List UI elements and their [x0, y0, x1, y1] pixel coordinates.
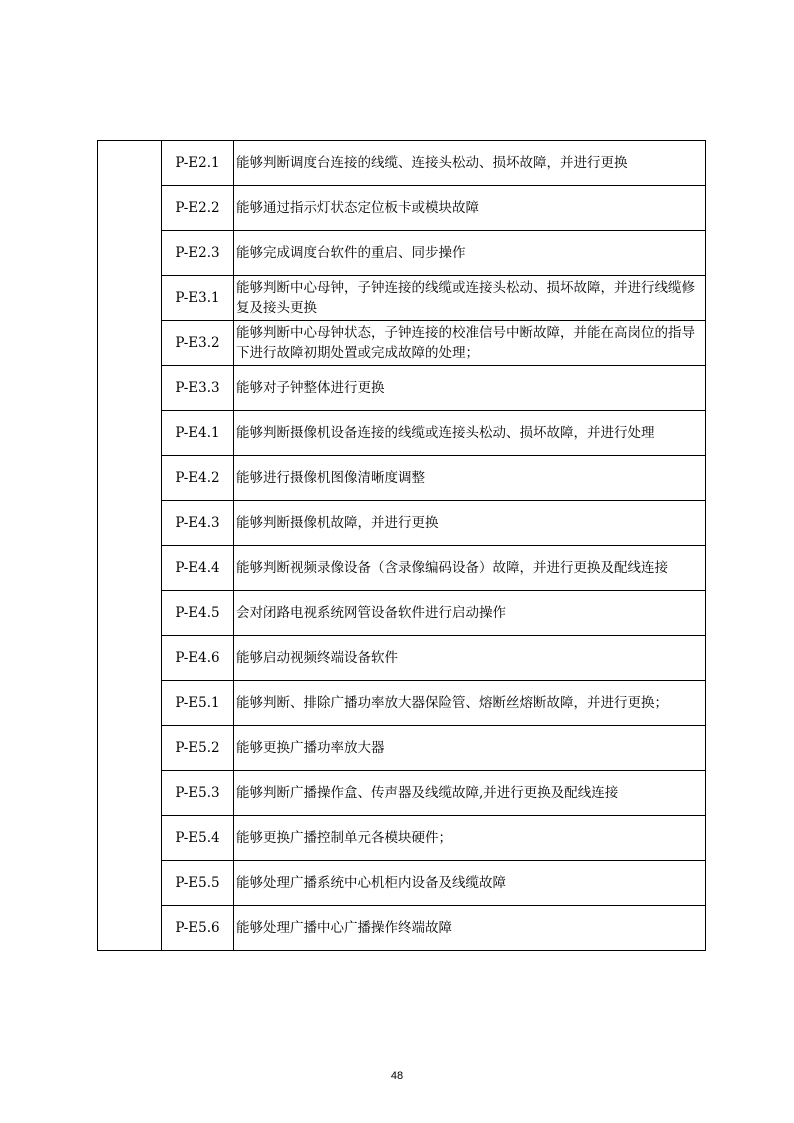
row-code: P-E5.3	[162, 771, 234, 816]
table-row	[98, 321, 706, 366]
row-code: P-E4.5	[162, 591, 234, 636]
row-code: P-E4.4	[162, 546, 234, 591]
row-code: P-E3.3	[162, 366, 234, 411]
row-description: 能够进行摄像机图像清晰度调整	[234, 456, 706, 501]
row-code: P-E4.1	[162, 411, 234, 456]
row-code: P-E4.6	[162, 636, 234, 681]
row-code: P-E4.2	[162, 456, 234, 501]
row-description: 能够启动视频终端设备软件	[234, 636, 706, 681]
table-row	[98, 186, 706, 231]
row-code: P-E5.1	[162, 681, 234, 726]
table-row	[98, 906, 706, 951]
row-description: 会对闭路电视系统网管设备软件进行启动操作	[234, 591, 706, 636]
row-code: P-E3.2	[162, 321, 234, 366]
row-description: 能够判断摄像机故障，并进行更换	[234, 501, 706, 546]
table-row	[98, 411, 706, 456]
row-description: 能够判断调度台连接的线缆、连接头松动、损坏故障，并进行更换	[234, 141, 706, 186]
table-row	[98, 231, 706, 276]
row-description: 能够判断中心母钟，子钟连接的线缆或连接头松动、损坏故障，并进行线缆修复及接头更换	[234, 276, 706, 321]
row-code: P-E2.3	[162, 231, 234, 276]
row-description: 能够处理广播中心广播操作终端故障	[234, 906, 706, 951]
row-code: P-E2.2	[162, 186, 234, 231]
row-description: 能够更换广播功率放大器	[234, 726, 706, 771]
row-description: 能够判断、排除广播功率放大器保险管、熔断丝熔断故障，并进行更换；	[234, 681, 706, 726]
row-code: P-E5.4	[162, 816, 234, 861]
row-description: 能够处理广播系统中心机柜内设备及线缆故障	[234, 861, 706, 906]
row-code: P-E4.3	[162, 501, 234, 546]
row-description: 能够对子钟整体进行更换	[234, 366, 706, 411]
table-row	[98, 546, 706, 591]
row-description: 能够判断中心母钟状态，子钟连接的校准信号中断故障，并能在高岗位的指导下进行故障初期处置或完成故障的处理；	[234, 321, 706, 366]
table-row	[98, 276, 706, 321]
table-row	[98, 681, 706, 726]
table-row	[98, 456, 706, 501]
row-description: 能够判断广播操作盒、传声器及线缆故障,并进行更换及配线连接	[234, 771, 706, 816]
table-row	[98, 771, 706, 816]
table-row	[98, 636, 706, 681]
table-row	[98, 726, 706, 771]
table-row	[98, 141, 706, 186]
row-description: 能够更换广播控制单元各模块硬件；	[234, 816, 706, 861]
table-row	[98, 591, 706, 636]
row-code: P-E3.1	[162, 276, 234, 321]
row-description: 能够通过指示灯状态定位板卡或模块故障	[234, 186, 706, 231]
row-description: 能够判断摄像机设备连接的线缆或连接头松动、损坏故障，并进行处理	[234, 411, 706, 456]
row-code: P-E5.5	[162, 861, 234, 906]
table-row	[98, 366, 706, 411]
table-row	[98, 861, 706, 906]
table-row	[98, 501, 706, 546]
row-description: 能够完成调度台软件的重启、同步操作	[234, 231, 706, 276]
row-code: P-E2.1	[162, 141, 234, 186]
row-description: 能够判断视频录像设备（含录像编码设备）故障，并进行更换及配线连接	[234, 546, 706, 591]
row-code: P-E5.6	[162, 906, 234, 951]
table-row	[98, 816, 706, 861]
merged-category-cell	[98, 141, 162, 951]
row-code: P-E5.2	[162, 726, 234, 771]
page-number: 48	[390, 1070, 404, 1082]
competency-table	[97, 140, 706, 951]
